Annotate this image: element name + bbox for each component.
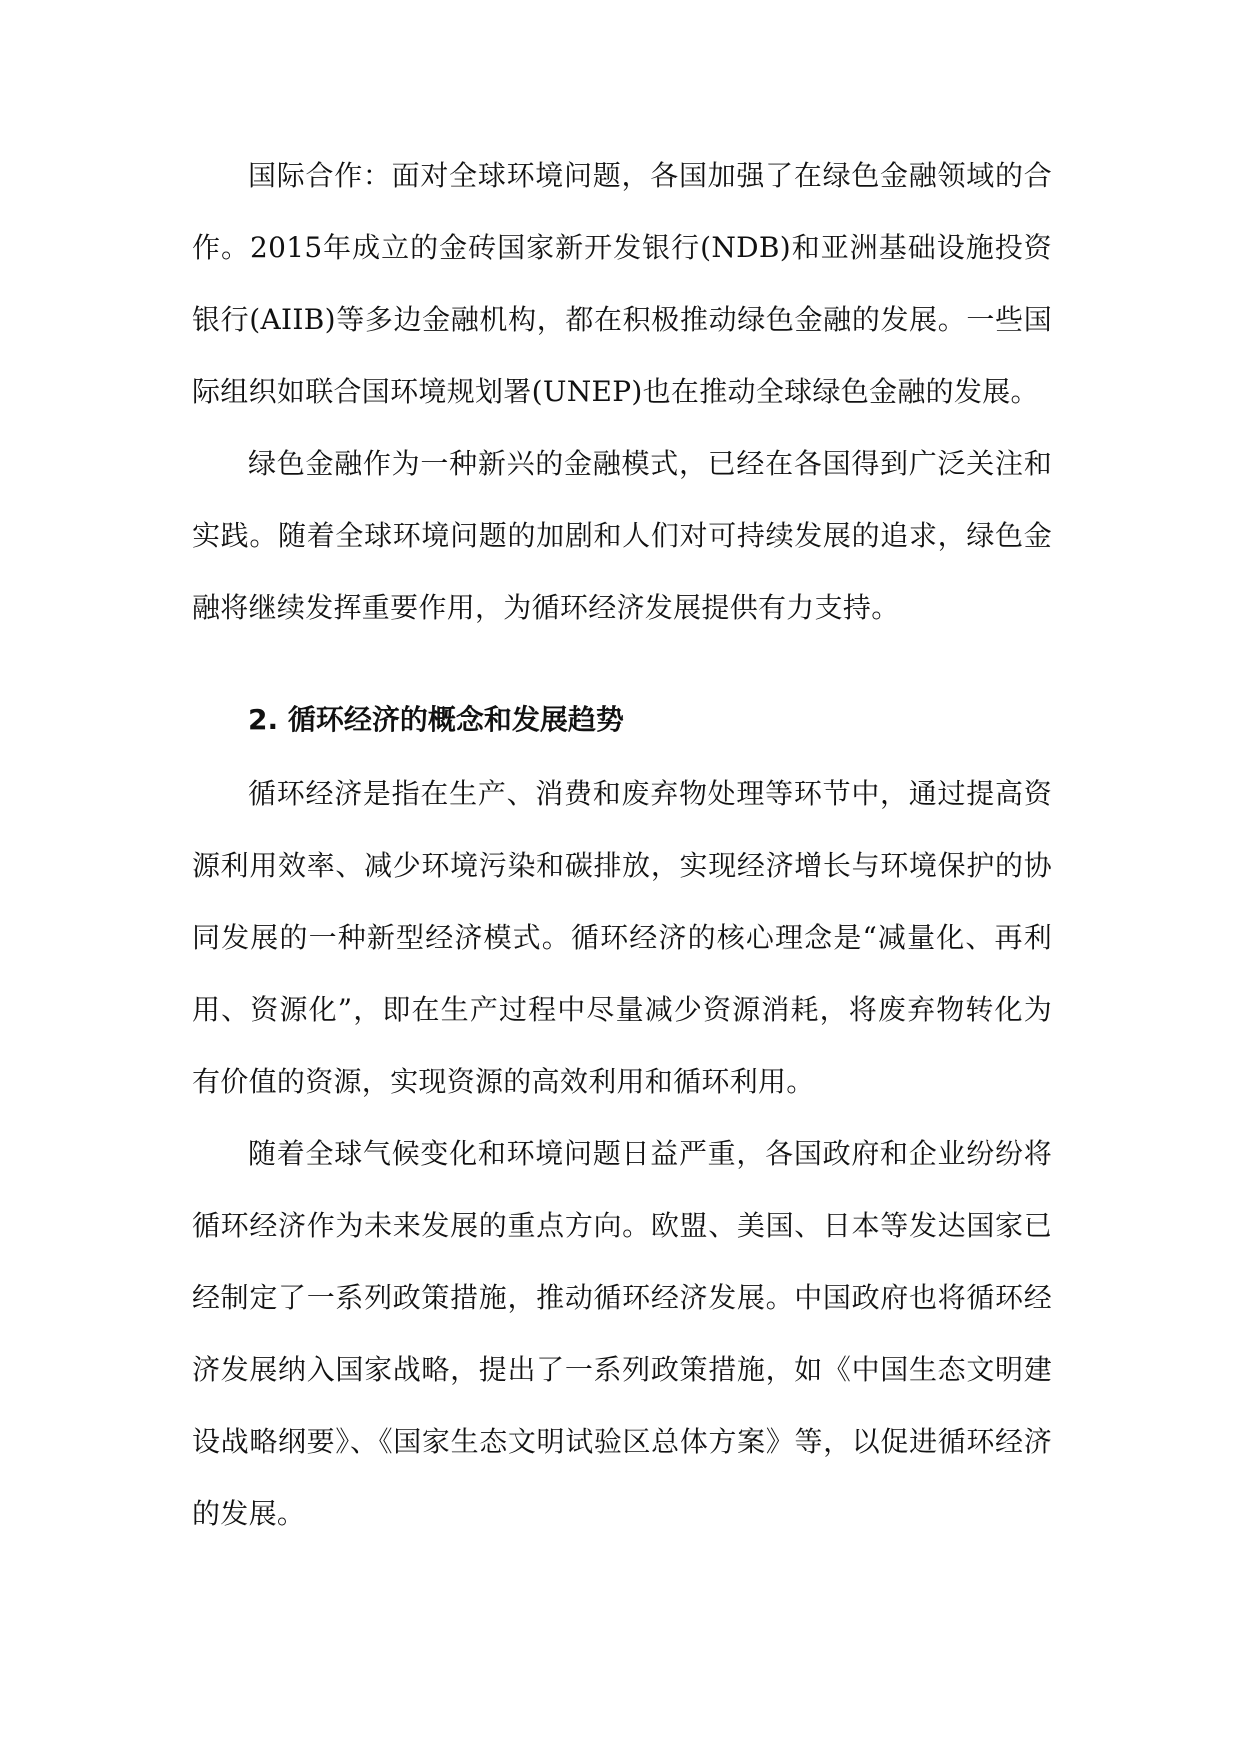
paragraph-green-finance-summary: 绿色金融作为一种新兴的金融模式，已经在各国得到广泛关注和实践。随着全球环境问题的加剧和人们对可持续发展的追求，绿色金融将继续发挥重要作用，为循环经济发展提供有力支持。 bbox=[192, 447, 1052, 624]
section-heading: 2. 循环经济的概念和发展趋势 bbox=[248, 703, 624, 736]
paragraph-international-cooperation: 国际合作：面对全球环境问题，各国加强了在绿色金融领域的合作。2015年成立的金砖国家新开发银行(NDB)和亚洲基础设施投资银行(AIIB)等多边金融机构，都在积极推动绿色金融的发展。一些国际组织如联合国环境规划署(UNEP)也在推动全球绿色金融的发展。 bbox=[192, 159, 1052, 408]
document-body bbox=[192, 140, 1052, 1550]
paragraph-circular-economy-trends: 随着全球气候变化和环境问题日益严重，各国政府和企业纷纷将循环经济作为未来发展的重点方向。欧盟、美国、日本等发达国家已经制定了一系列政策措施，推动循环经济发展。中国政府也将循环经济发展纳入国家战略，提出了一系列政策措施，如《中国生态文明建设战略纲要》、《国家生态文明试验区总体方案》等，以促进循环经济的发展。 bbox=[192, 1137, 1052, 1530]
paragraph-circular-economy-definition: 循环经济是指在生产、消费和废弃物处理等环节中，通过提高资源利用效率、减少环境污染和碳排放，实现经济增长与环境保护的协同发展的一种新型经济模式。循环经济的核心理念是“减量化、再利用、资源化”，即在生产过程中尽量减少资源消耗，将废弃物转化为有价值的资源，实现资源的高效利用和循环利用。 bbox=[192, 777, 1052, 1098]
